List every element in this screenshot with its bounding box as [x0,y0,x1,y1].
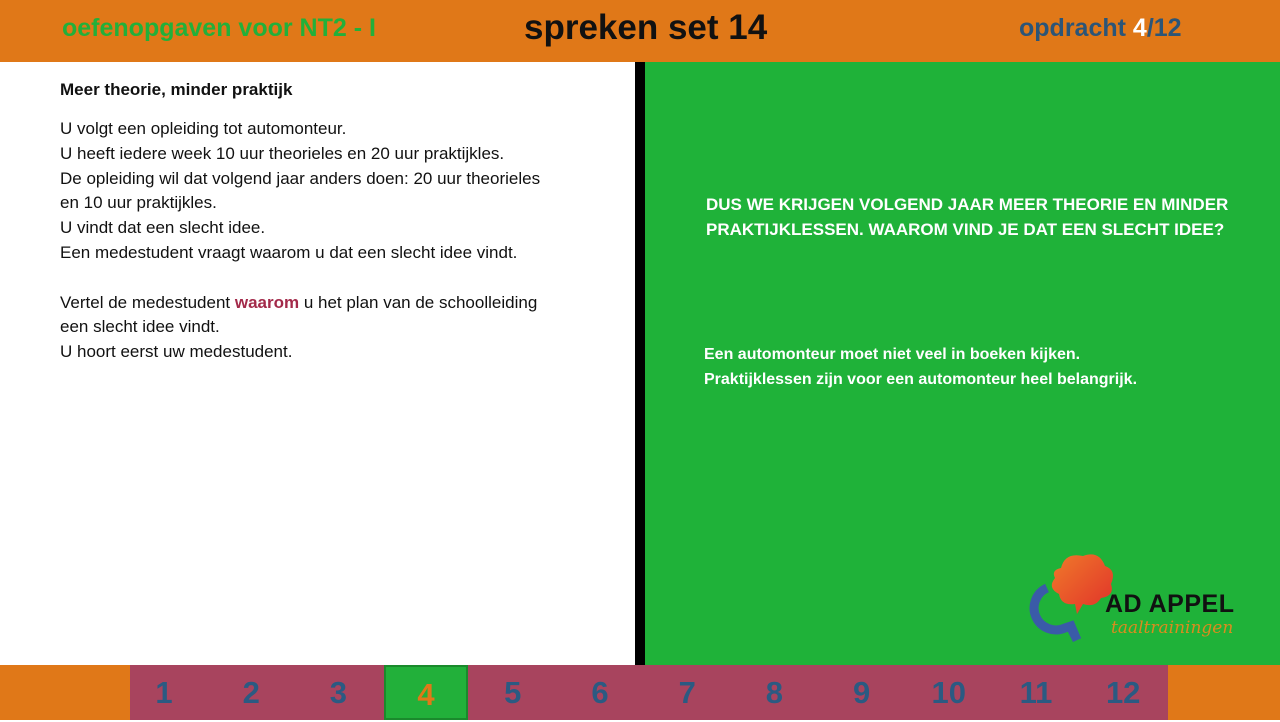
course-title: oefenopgaven voor NT2 - I [62,14,376,42]
nav-item-7[interactable]: 7 [678,675,696,710]
nav-item-3[interactable]: 3 [329,675,348,710]
panel-divider [635,62,645,665]
instruction-text: Vertel de medestudent [60,292,235,312]
nav-item-2[interactable]: 2 [242,675,260,710]
student-question: DUS WE KRIJGEN VOLGEND JAAR MEER THEORIE EN MINDER PRAKTIJKLESSEN. WAAROM VIND JE DAT EEN SLECHT IDEE? [706,195,1229,239]
model-answer [704,342,1137,392]
instruction-line: U hoort eerst uw medestudent. [60,342,293,362]
task-line: Een medestudent vraagt waarom u dat een slecht idee vindt. [60,242,518,262]
task-title: Meer theorie, minder praktijk [60,80,293,99]
answer-line: Een automonteur moet niet veel in boeken kijken. [704,346,1081,363]
counter-total: /12 [1146,14,1182,42]
nav-item-11[interactable]: 11 [1019,675,1053,710]
answer-line: Praktijklessen zijn voor een automonteur heel belangrijk. [704,371,1138,388]
counter-current: 4 [1132,14,1147,42]
instruction-line: een slecht idee vindt. [60,317,220,337]
nav-item-10[interactable]: 10 [931,675,967,710]
footer [0,665,1280,720]
task-line: De opleiding wil dat volgend jaar anders doen: 20 uur theorieles [60,168,541,188]
instruction-text: u het plan van de schoolleiding [299,292,538,312]
nav-item-12[interactable]: 12 [1105,675,1141,710]
ad-appel-logo [1025,548,1255,648]
instruction-line [60,291,630,316]
nav-item-5[interactable]: 5 [504,675,522,710]
assignment-counter [1019,14,1182,43]
nav-item-6[interactable]: 6 [591,675,609,710]
nav-item-4[interactable]: 4 [384,665,468,720]
spacer [60,266,630,291]
nav-item-8[interactable]: 8 [765,675,784,710]
logo-name: AD APPEL [1105,590,1235,618]
nav-item-9[interactable]: 9 [852,675,871,710]
header [0,0,1280,62]
instruction-highlight: waarom [234,292,300,312]
nav-item-1[interactable]: 1 [155,675,173,710]
task-line: U heeft iedere week 10 uur theorieles en 20 uur praktijkles. [60,143,505,163]
set-title: spreken set 14 [524,8,768,47]
counter-prefix: opdracht [1019,14,1133,42]
task-line: U vindt dat een slecht idee. [60,218,266,238]
task-line: en 10 uur praktijkles. [60,193,217,213]
task-line: U volgt een opleiding tot automonteur. [60,119,347,138]
logo-subtitle: taaltrainingen [1111,618,1234,638]
task-text [60,117,630,365]
assignment-nav [130,665,1168,720]
